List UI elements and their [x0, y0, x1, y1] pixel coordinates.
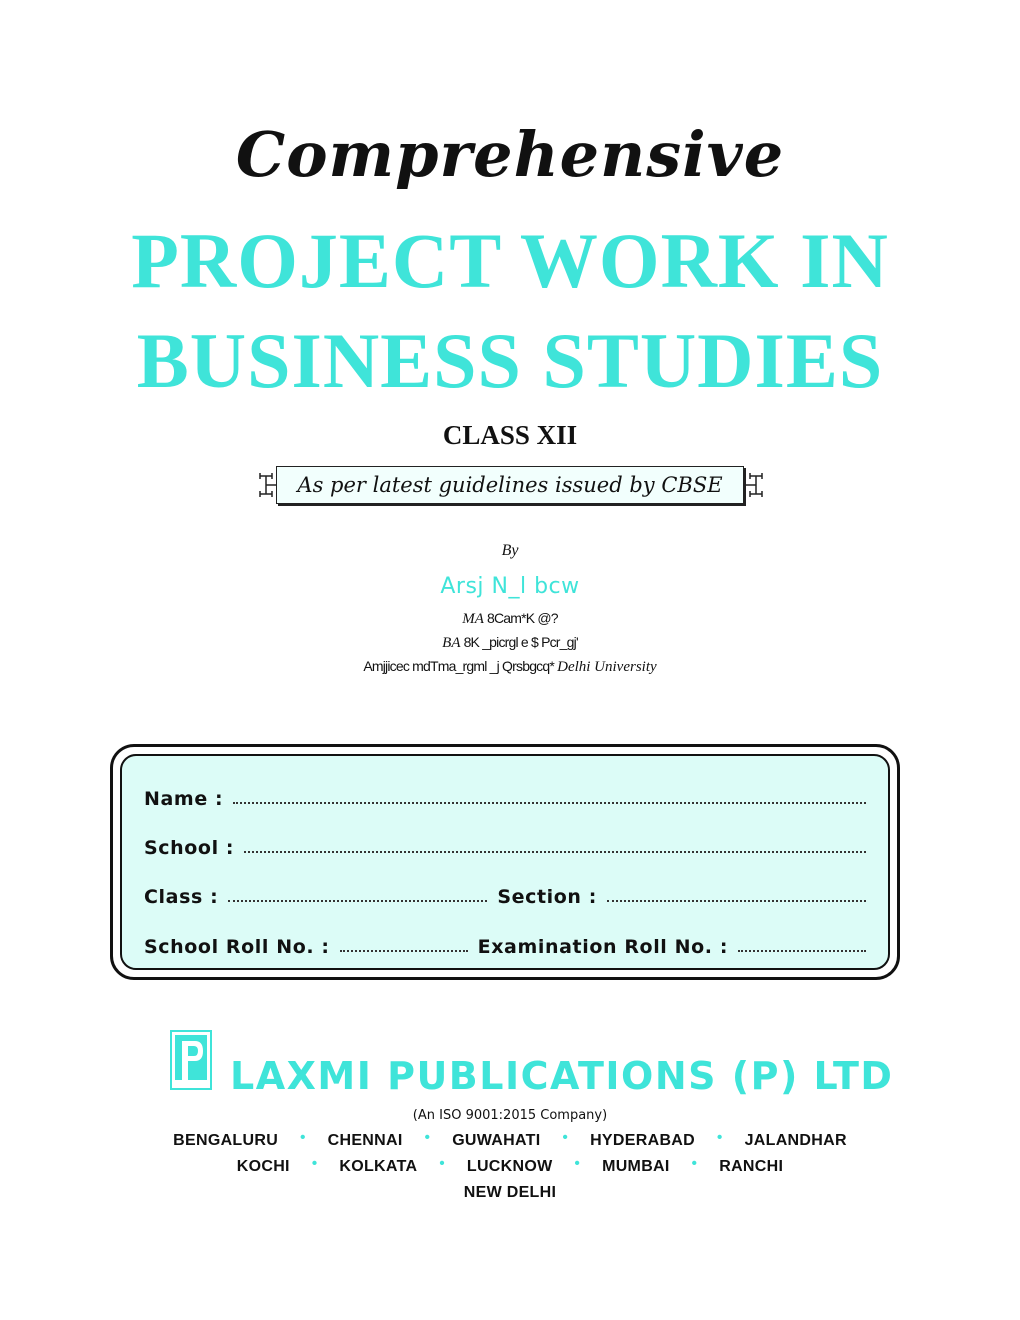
- credential-text: 8Cam*K @?: [483, 610, 558, 626]
- student-info-form: [110, 744, 900, 980]
- section-field[interactable]: [607, 899, 866, 902]
- school-roll-field[interactable]: [340, 949, 468, 952]
- title-line-1: PROJECT WORK IN: [131, 217, 889, 304]
- school-label: School :: [144, 837, 235, 859]
- guideline-text: As per latest guidelines issued by CBSE: [276, 466, 744, 504]
- script-title: Comprehensive: [235, 118, 785, 191]
- student-info-form-inner: [120, 754, 890, 970]
- city-item: KOCHI: [236, 1158, 290, 1175]
- credential-text: 8K _picrgl e $ Pcr_gj': [460, 634, 578, 650]
- city-list-row-3: [0, 1184, 1020, 1202]
- publisher-name: LAXMI PUBLICATIONS (P) LTD: [230, 1054, 894, 1098]
- author-credential-3: [0, 658, 1020, 676]
- city-list-row-1: BENGALURU • CHENNAI • GUWAHATI • HYDERABAD • JALANDHAR: [173, 1129, 847, 1149]
- exam-roll-field[interactable]: [738, 949, 866, 952]
- city-item: JALANDHAR: [744, 1132, 847, 1149]
- name-label: Name :: [144, 788, 224, 810]
- by-label: By: [501, 542, 519, 559]
- author-name: Arsj N_l bcw: [440, 574, 580, 599]
- city-item: LUCKNOW: [466, 1158, 553, 1175]
- city-item: BENGALURU: [173, 1132, 279, 1149]
- right-ornament-icon: [746, 468, 766, 502]
- city-item: MUMBAI: [602, 1158, 670, 1175]
- section-label: Section :: [497, 886, 597, 908]
- city-list-row-2: KOCHI • KOLKATA • LUCKNOW • MUMBAI • RANCHI: [236, 1155, 784, 1175]
- credential-text: Amjjicec mdTma_rgml _j Qrsbgcq*: [363, 658, 558, 674]
- city-item: GUWAHATI: [452, 1132, 541, 1149]
- city-item: RANCHI: [719, 1158, 784, 1175]
- author-credential-2: [0, 634, 1020, 652]
- class-section-row: [144, 878, 868, 908]
- author-credential-1: [0, 610, 1020, 628]
- credential-degree: BA: [442, 635, 461, 651]
- title-line-2: BUSINESS STUDIES: [136, 317, 884, 404]
- class-label: CLASS XII: [442, 420, 578, 450]
- left-ornament-icon: [256, 468, 276, 502]
- guideline-banner: [256, 466, 766, 504]
- class-field[interactable]: [228, 899, 487, 902]
- city-item: CHENNAI: [327, 1132, 403, 1149]
- iso-note: (An ISO 9001:2015 Company): [412, 1108, 608, 1123]
- school-roll-label: School Roll No. :: [144, 936, 330, 958]
- credential-university: Delhi University: [557, 659, 657, 675]
- city-item: NEW DELHI: [463, 1184, 557, 1201]
- city-item: KOLKATA: [339, 1158, 418, 1175]
- roll-number-row: [144, 928, 868, 958]
- name-row: [144, 780, 868, 810]
- publisher-logo-icon: [170, 1030, 212, 1090]
- city-item: HYDERABAD: [590, 1132, 696, 1149]
- exam-roll-label: Examination Roll No. :: [477, 936, 729, 958]
- class-field-label: Class :: [144, 886, 219, 908]
- name-field[interactable]: [233, 801, 866, 804]
- school-row: [144, 829, 868, 859]
- credential-degree: MA: [462, 611, 484, 627]
- school-field[interactable]: [244, 850, 866, 853]
